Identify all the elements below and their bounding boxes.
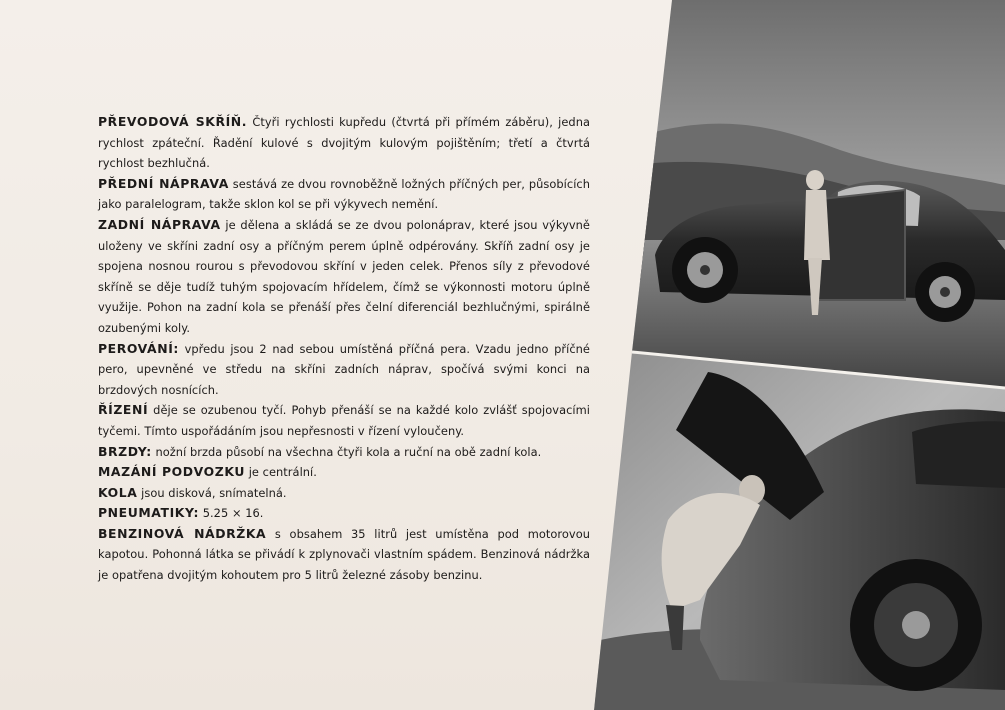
spec-tyres xyxy=(98,503,590,524)
spec-heading: MAZÁNÍ PODVOZKU xyxy=(98,464,246,480)
spec-heading: PEROVÁNÍ: xyxy=(98,340,179,356)
spec-front-axle xyxy=(98,174,590,215)
spec-text: nožní brzda působí na všechna čtyři kola a ruční na obě zadní kola. xyxy=(151,444,542,459)
spec-text: jsou disková, snímatelná. xyxy=(137,485,287,500)
spec-heading: BENZINOVÁ NÁDRŽKA xyxy=(98,525,267,541)
spec-heading: PNEUMATIKY: xyxy=(98,505,200,521)
spec-lubrication xyxy=(98,462,590,483)
spec-heading: ZADNÍ NÁPRAVA xyxy=(98,216,221,232)
spec-text: sestává ze dvou rovnoběžně ložných příčných per, působících jako paralelogram, takže sklon kol se při výkyvech nemění. xyxy=(98,176,591,212)
spec-fuel-tank xyxy=(98,524,590,586)
spec-steering xyxy=(98,400,590,441)
spec-text: s obsahem 35 litrů jest umístěna pod motorovou kapotou. Pohonná látka se přivádí k zplynovači vlastním spádem. Benzinová nádržka je opatřena dvojitým kohoutem pro 5 litrů železné zásoby benzinu. xyxy=(98,526,590,583)
spec-suspension xyxy=(98,339,590,401)
spec-heading: PŘEDNÍ NÁPRAVA xyxy=(98,175,229,191)
spec-brakes xyxy=(98,442,590,463)
spec-heading: PŘEVODOVÁ SKŘÍŇ. xyxy=(98,114,248,129)
spec-heading: ŘÍZENÍ xyxy=(98,402,149,418)
spec-heading: BRZDY: xyxy=(98,443,152,459)
spec-rear-axle xyxy=(98,215,590,339)
spec-text: vpředu jsou 2 nad sebou umístěná příčná pera. Vzadu jedno příčné pero, upevněné ve středu na skříni zadních náprav, spočívá svými konci na brzdových nosnících. xyxy=(98,341,590,397)
spec-text: děje se ozubenou tyčí. Pohyb přenáší se na každé kolo zvlášť spojovacími tyčemi. Tímto uspořádáním jsou nepřesnosti v řízení vyloučeny. xyxy=(98,403,590,438)
photo-car-boot-view xyxy=(590,340,1005,710)
photo-car-side-view xyxy=(600,0,1005,400)
spec-text: 5.25 × 16. xyxy=(199,506,264,521)
spec-text: je centrální. xyxy=(245,465,317,480)
spec-text: je dělena a skládá se ze dvou polonáprav, které jsou výkyvně uloženy ve skříni zadní osy a příčným perem úplně odpérovány. Skříň zadní osy je spojena nosnou rourou s převodovou skříní v jeden celek. Přenos síly z převodové skříně se děje tudíž tuhým spojovacím hřídelem, čímž se výkonnosti motoru úplně využije. Pohon na zadní kola se přenáší přes čelní diferenciál bezhlučnými, spirálně ozubenými koly. xyxy=(98,217,590,335)
spec-gearbox xyxy=(98,112,590,174)
spec-wheels xyxy=(98,483,590,504)
spec-text-block xyxy=(98,112,590,586)
spec-heading: KOLA xyxy=(98,484,138,500)
spec-text: Čtyři rychlosti kupředu (čtvrtá při přímém záběru), jedna rychlost zpáteční. Řadění kulové s dvojitým kulovým pojištěním; třetí a čtvrtá rychlost bezhlučná. xyxy=(98,115,591,171)
